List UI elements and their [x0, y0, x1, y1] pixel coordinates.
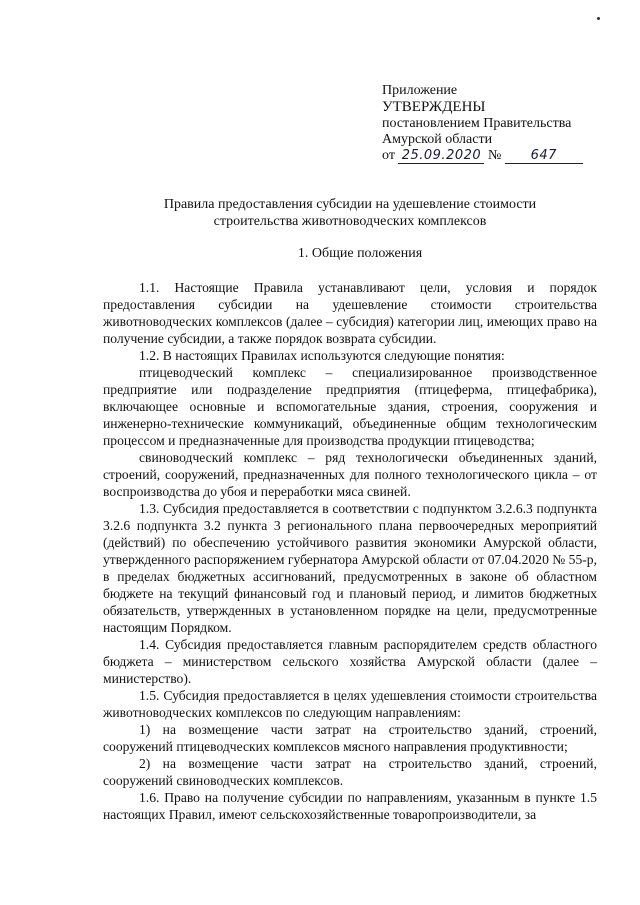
- scan-speck: [597, 17, 600, 20]
- approval-number: 647: [505, 149, 583, 164]
- paragraph: 1.3. Субсидия предоставляется в соответствии с подпунктом 3.2.6.3 подпункта 3.2.6 подпункта 3.2 пункта 3 регионального плана первоочередных мероприятий (действий) по обеспечению устойчивого развития экономики Амурской области, утвержденного распоряжением губернатора Амурской области от 07.04.2020 № 55-р, в пределах бюджетных ассигнований, предусмотренных в законе об областном бюджете на текущий финансовый год и плановый период, и лимитов бюджетных обязательств, утвержденных в установленном порядке на цели, предусмотренные настоящим Порядком.: [103, 501, 597, 635]
- paragraph: 1) на возмещение части затрат на строительство зданий, строений, сооружений птицеводческих комплексов мясного направления продуктивности;: [103, 722, 597, 754]
- paragraph: птицеводческий комплекс – специализированное производственное предприятие или подразделение предприятия (птицеферма, птицефабрика), включающее основные и вспомогательные здания, строения, сооружения и инженерно-технические коммуникаций, объединенные общим технологическим процессом и предназначенные для производства продукции птицеводства;: [103, 365, 597, 448]
- paragraph: 1.2. В настоящих Правилах используются следующие понятия:: [139, 348, 505, 363]
- approval-line-2: УТВЕРЖДЕНЫ: [382, 99, 486, 115]
- paragraph: 2) на возмещение части затрат на строительство зданий, строений, сооружений свиноводческих комплексов.: [103, 756, 597, 788]
- title-line-1: Правила предоставления субсидии на удешевление стоимости: [163, 197, 537, 212]
- number-prefix: №: [487, 148, 502, 163]
- title-line-2: строительства животноводческих комплексов: [213, 214, 487, 229]
- paragraph: 1.6. Право на получение субсидии по направлениям, указанным в пункте 1.5 настоящих Правил, имеют сельскохозяйственные товаропроизводители, за: [103, 790, 597, 822]
- paragraph: 1.4. Субсидия предоставляется главным распорядителем средств областного бюджета – министерством сельского хозяйства Амурской области (далее – министерство).: [103, 637, 597, 686]
- section-heading: 1. Общие положения: [297, 246, 423, 261]
- approval-date: 25.09.2020: [398, 149, 484, 164]
- approval-line-3: постановлением Правительства: [382, 116, 572, 131]
- date-prefix: от: [382, 148, 395, 163]
- approval-line-1: Приложение: [382, 83, 458, 98]
- document-body: [103, 279, 597, 823]
- approval-date-line: [382, 148, 583, 164]
- approval-line-4: Амурской области: [382, 132, 493, 147]
- paragraph: 1.5. Субсидия предоставляется в целях удешевления стоимости строительства животноводческих комплексов по следующим направлениям:: [103, 688, 597, 720]
- paragraph: свиноводческий комплекс – ряд технологически объединенных зданий, строений, сооружений, предназначенных для полного технологического цикла – от воспроизводства до убоя и переработки мяса свиней.: [103, 450, 597, 499]
- paragraph: 1.1. Настоящие Правила устанавливают цели, условия и порядок предоставления субсидии на удешевление стоимости строительства животноводческих комплексов (далее – субсидия) категории лиц, имеющих право на получение субсидии, а также порядок возврата субсидии.: [103, 280, 597, 346]
- document-title: [140, 196, 560, 230]
